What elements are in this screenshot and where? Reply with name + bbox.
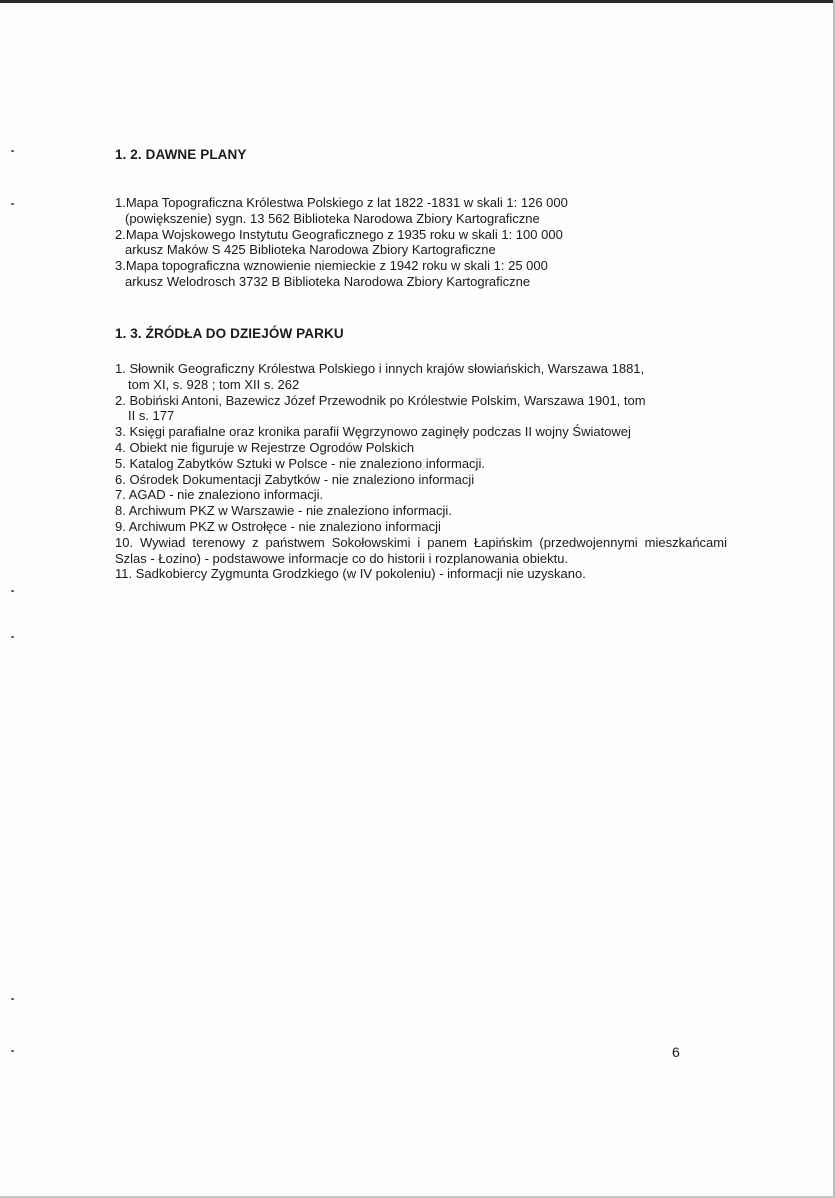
scan-speck (11, 1050, 14, 1052)
list-item (115, 227, 727, 259)
sources-list (115, 361, 727, 582)
list-item-continuation: arkusz Welodrosch 3732 B Biblioteka Narodowa Zbiory Kartograficzne (125, 273, 531, 289)
list-item: 5. Katalog Zabytków Sztuki w Polsce - nie znaleziono informacji. (115, 455, 485, 471)
list-item-continuation: II s. 177 (128, 408, 175, 424)
scan-speck (11, 590, 14, 592)
list-item-line: 1. Słownik Geograficzny Królestwa Polskiego i innych krajów słowiańskich, Warszawa 1881, (115, 361, 645, 376)
list-item: 3. Księgi parafialne oraz kronika parafii Węgrzynowo zaginęły podczas II wojny Światowej (115, 424, 631, 440)
list-item: 7. AGAD - nie znaleziono informacji. (115, 487, 324, 503)
list-item-line: 2. Bobiński Antoni, Bazewicz Józef Przewodnik po Królestwie Polskim, Warszawa 1901, tom (115, 392, 646, 408)
scan-speck (11, 150, 14, 152)
list-item-line: 1.Mapa Topograficzna Królestwa Polskiego z lat 1822 -1831 w skali 1: 126 000 (115, 195, 568, 210)
list-item: 11. Sadkobiercy Zygmunta Grodzkiego (w IV pokoleniu) - informacji nie uzyskano. (115, 566, 586, 582)
old-plans-list (115, 195, 727, 290)
scan-speck (11, 203, 14, 205)
list-item: 8. Archiwum PKZ w Warszawie - nie znaleziono informacji. (115, 503, 452, 519)
scan-speck (11, 998, 14, 1000)
list-item-continuation: tom XI, s. 928 ; tom XII s. 262 (128, 376, 300, 392)
list-item: 6. Ośrodek Dokumentacji Zabytków - nie znaleziono informacji (115, 471, 475, 487)
list-item-line: 2.Mapa Wojskowego Instytutu Geograficznego z 1935 roku w skali 1: 100 000 (115, 226, 563, 242)
section-heading-sources: 1. 3. ŹRÓDŁA DO DZIEJÓW PARKU (115, 326, 344, 341)
list-item: 9. Archiwum PKZ w Ostrołęce - nie znaleziono informacji (115, 518, 441, 534)
page-number: 6 (672, 1044, 680, 1060)
section-heading-old-plans: 1. 2. DAWNE PLANY (115, 147, 247, 162)
list-item (115, 258, 727, 290)
list-item (115, 393, 727, 425)
list-item (115, 361, 727, 393)
list-item (115, 195, 727, 227)
list-item: 4. Obiekt nie figuruje w Rejestrze Ogrodów Polskich (115, 439, 415, 455)
list-item-continuation: arkusz Maków S 425 Biblioteka Narodowa Zbiory Kartograficzne (125, 242, 496, 258)
list-item-continuation: (powiększenie) sygn. 13 562 Biblioteka Narodowa Zbiory Kartograficzne (125, 210, 540, 226)
list-item: 10. Wywiad terenowy z państwem Sokołowskimi i panem Łapińskim (przedwojennymi mieszkańcami Szlas - Łozino) - podstawowe informacje co do historii i rozplanowania obiektu. (115, 534, 727, 566)
scan-top-edge (0, 0, 835, 3)
scan-speck (11, 636, 14, 638)
list-item-line: 3.Mapa topograficzna wznowienie niemieckie z 1942 roku w skali 1: 25 000 (115, 258, 548, 274)
